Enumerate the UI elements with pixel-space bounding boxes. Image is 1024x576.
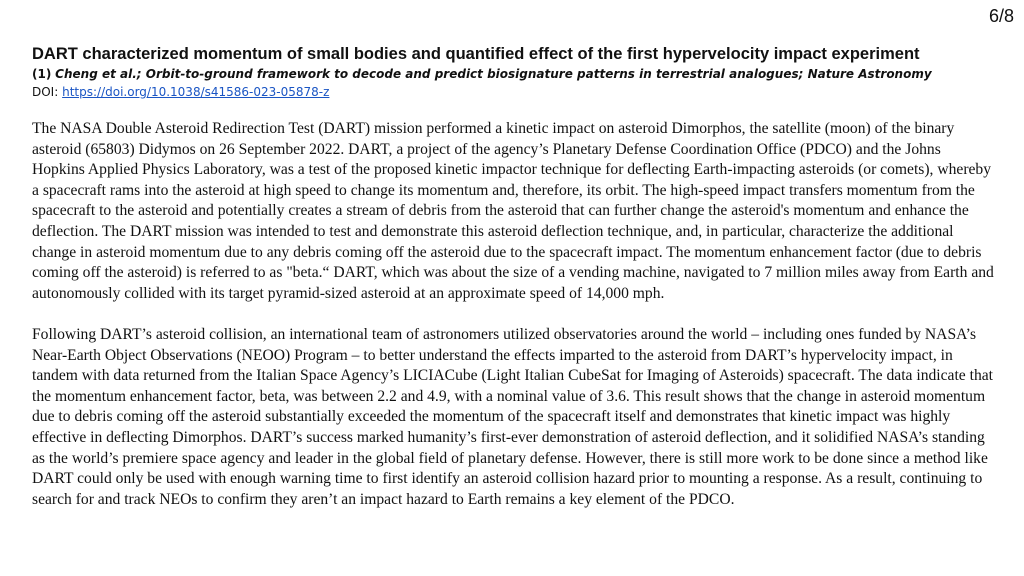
slide-title: DART characterized momentum of small bodies and quantified effect of the first hypervelocity impact experiment	[32, 45, 920, 63]
paragraph-1: The NASA Double Asteroid Redirection Test (DART) mission performed a kinetic impact on asteroid Dimorphos, the satellite (moon) of the binary asteroid (65803) Didymos on 26 September 2022. DART, a project of the agency’s Planetary Defense Coordination Office (PDCO) and the Johns Hopkins Applied Physics Laboratory, was a test of the proposed kinetic impactor technique for deflecting Earth-impacting asteroids (or comets), whereby a spacecraft rams into the asteroid at high speed to change its momentum and, therefore, its orbit. The high-speed impact transfers momentum from the spacecraft to the asteroid and potentially creates a stream of debris from the asteroid that can further change the asteroid's momentum and enhance the deflection. The DART mission was intended to test and demonstrate this asteroid deflection technique, and, in particular, characterize the additional change in asteroid momentum due to any debris coming off the asteroid due to the spacecraft impact. The momentum enhancement factor (due to debris coming off the asteroid) is referred to as "beta.“ DART, which was about the size of a vending machine, navigated to 7 million miles away from Earth and autonomously collided with its target pyramid-sized asteroid at an approximate speed of 14,000 mph.	[32, 120, 994, 302]
body-text	[32, 119, 994, 531]
citation-text: Cheng et al.; Orbit-to-ground framework to decode and predict biosignature patterns in terrestrial analogues; Nature Astronomy	[55, 67, 932, 81]
doi-link[interactable]: https://doi.org/10.1038/s41586-023-05878-z	[62, 85, 330, 99]
doi-label: DOI:	[32, 85, 59, 99]
citation-number: (1)	[32, 67, 52, 81]
doi-line	[32, 84, 329, 100]
paragraph-2: Following DART’s asteroid collision, an international team of astronomers utilized observatories around the world – including ones funded by NASA’s Near-Earth Object Observations (NEOO) Program – to better understand the effects imparted to the asteroid from DART’s hypervelocity impact, in tandem with data returned from the Italian Space Agency’s LICIACube (Light Italian CubeSat for Imaging of Asteroids) spacecraft. The data indicate that the momentum enhancement factor, beta, was between 2.2 and 4.9, with a nominal value of 3.6. This result shows that the change in asteroid momentum due to debris coming off the asteroid substantially exceeded the momentum of the spacecraft itself and demonstrates that kinetic impact was highly effective in deflecting Dimorphos. DART’s success marked humanity’s first-ever demonstration of asteroid deflection, and it solidified NASA’s standing as the world’s premiere space agency and leader in the global field of planetary defense. However, there is still more work to be done since a method like DART could only be used with enough warning time to first identify an asteroid collision hazard prior to mounting a response. As a result, continuing to search for and track NEOs to confirm they aren’t an impact hazard to Earth remains a key element of the PDCO.	[32, 325, 994, 508]
citation-line	[32, 66, 932, 82]
page-number: 6/8	[988, 6, 1014, 26]
